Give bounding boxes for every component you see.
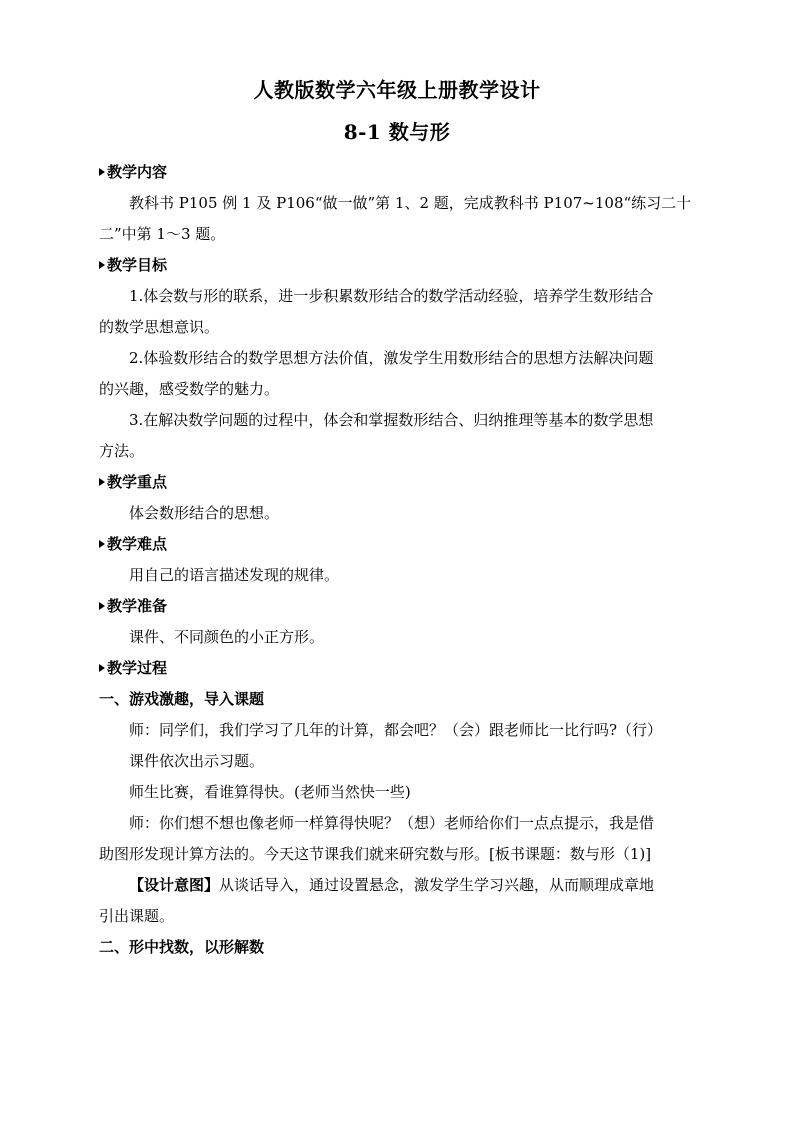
section-heading-prep: 教学准备 (99, 591, 696, 622)
triangle-bullet-icon (99, 540, 105, 548)
document-body (99, 157, 696, 963)
section-heading-key: 教学重点 (99, 467, 696, 498)
design-intent-label: 【设计意图】 (129, 876, 220, 894)
paragraph-line: 二”中第 1～3 题。 (99, 225, 226, 243)
design-intent-line (99, 870, 696, 901)
paragraph-line: 方法。 (99, 442, 145, 460)
section-heading-content: 教学内容 (99, 157, 696, 188)
paragraph-line: 体会数形结合的思想。 (129, 504, 280, 522)
paragraph-line: 的数学思想意识。 (99, 318, 220, 336)
subsection-title: 二、形中找数，以形解数 (99, 938, 265, 956)
paragraph-line: 用自己的语言描述发现的规律。 (129, 566, 340, 584)
paragraph-line: 助图形发现计算方法的。今天这节课我们就来研究数与形。[板书课题：数与形（1)] (99, 845, 652, 863)
triangle-bullet-icon (99, 664, 105, 672)
design-intent-text: 从谈话导入，通过设置悬念，激发学生学习兴趣，从而顺理成章地 (219, 876, 655, 894)
paragraph-line: 的兴趣，感受数学的魅力。 (99, 380, 280, 398)
triangle-bullet-icon (99, 261, 105, 269)
paragraph-line: 师生比赛，看谁算得快。(老师当然快一些) (129, 783, 411, 801)
paragraph-line: 2.体验数形结合的数学思想方法价值，激发学生用数形结合的思想方法解决问题 (129, 349, 654, 367)
section-heading-difficulty: 教学难点 (99, 529, 696, 560)
triangle-bullet-icon (99, 168, 105, 176)
paragraph-line: 引出课题。 (99, 907, 175, 925)
paragraph-line: 课件依次出示习题。 (129, 752, 265, 770)
triangle-bullet-icon (99, 478, 105, 486)
section-heading-process: 教学过程 (99, 653, 696, 684)
document-title: 人教版数学六年级上册教学设计 (253, 78, 541, 102)
paragraph-line: 教科书 P105 例 1 及 P106“做一做”第 1、2 题，完成教科书 P107~108“练习二十 (129, 194, 692, 212)
paragraph-line: 师：同学们，我们学习了几年的计算，都会吧？（会）跟老师比一比行吗?（行） (129, 721, 663, 739)
paragraph-line: 3.在解决数学问题的过程中，体会和掌握数形结合、归纳推理等基本的数学思想 (129, 411, 654, 429)
subsection-title: 一、游戏激趣，导入课题 (99, 690, 265, 708)
paragraph-line: 师：你们想不想也像老师一样算得快呢？（想）老师给你们一点点提示，我是借 (129, 814, 655, 832)
document-subtitle: 8-1 数与形 (343, 120, 451, 144)
section-heading-goals: 教学目标 (99, 250, 696, 281)
paragraph-line: 课件、不同颜色的小正方形。 (129, 628, 325, 646)
paragraph-line: 1.体会数与形的联系，进一步积累数形结合的数学活动经验，培养学生数形结合 (129, 287, 654, 305)
triangle-bullet-icon (99, 602, 105, 610)
